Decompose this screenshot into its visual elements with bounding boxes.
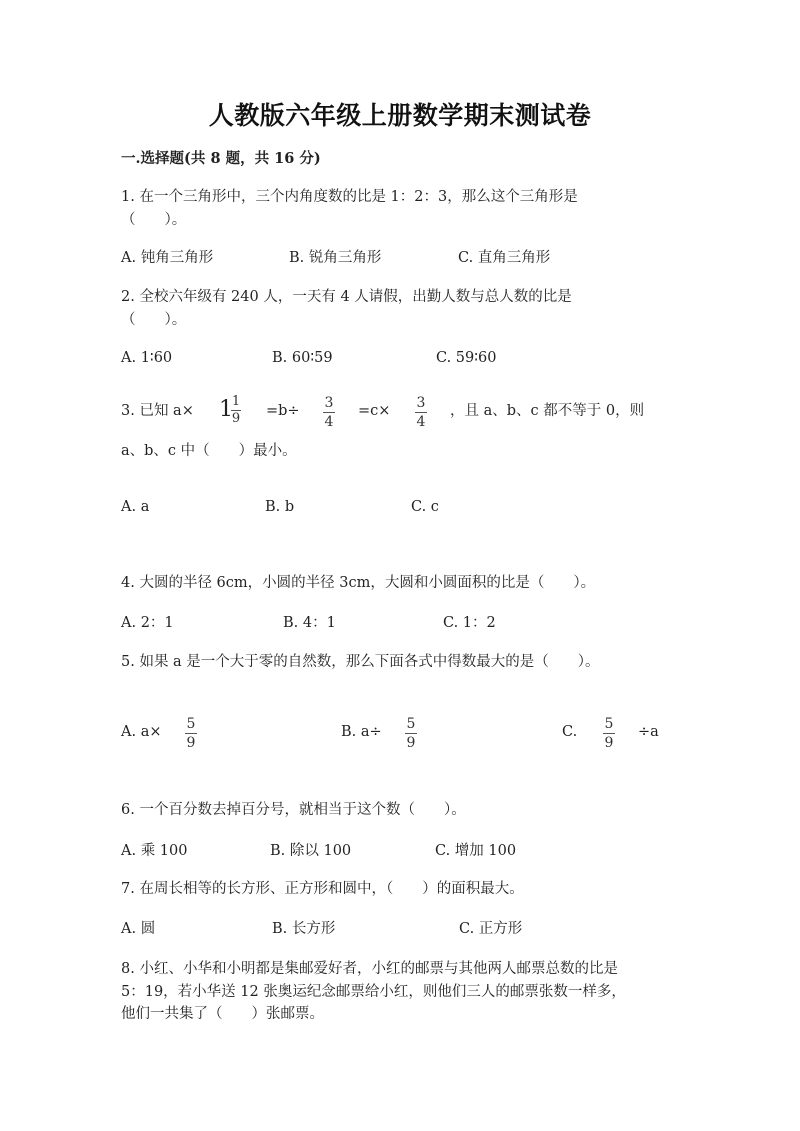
question-5-option-a-fraction: [185, 716, 197, 751]
question-5-text: 5. 如果 a 是一个大于零的自然数，那么下面各式中得数最大的是（ ）。: [121, 654, 600, 670]
fraction-denominator: 9: [406, 735, 416, 751]
fraction-bar: [415, 412, 427, 413]
fraction-numerator: 5: [186, 716, 196, 732]
question-8-text-line3: 他们一共集了（ ）张邮票。: [121, 1006, 324, 1022]
question-5-option-b: B. a÷: [341, 724, 382, 740]
question-4-option-b: B. 4：1: [283, 615, 336, 631]
question-5-option-c: C.: [562, 724, 578, 740]
question-6-option-a: A. 乘 100: [121, 843, 188, 859]
question-3-option-c: C. c: [411, 499, 439, 515]
fraction-denominator: 9: [604, 735, 614, 751]
fraction-denominator: 4: [416, 414, 426, 430]
question-7-option-c: C. 正方形: [459, 921, 523, 937]
question-1-text: 1. 在一个三角形中，三个内角度数的比是 1：2：3，那么这个三角形是: [121, 189, 578, 205]
question-7-option-a: A. 圆: [121, 921, 156, 937]
question-5-option-a: A. a×: [121, 724, 162, 740]
fraction-bar: [323, 412, 335, 413]
question-5-option-c-tail: ÷a: [638, 724, 659, 740]
question-2-option-a: A. 1∶60: [121, 350, 173, 366]
question-1-option-c: C. 直角三角形: [458, 250, 551, 266]
question-3-fraction-3: [415, 395, 427, 430]
fraction-denominator: 4: [324, 414, 334, 430]
question-4-option-c: C. 1：2: [443, 615, 496, 631]
section-heading: 一.选择题(共 8 题，共 16 分): [121, 150, 321, 167]
question-5-option-c-fraction: [603, 716, 615, 751]
question-1-blank: （ ）。: [121, 212, 187, 228]
question-3-option-b: B. b: [265, 499, 295, 515]
question-2-blank: （ ）。: [121, 312, 187, 328]
question-6-option-c: C. 增加 100: [435, 843, 517, 859]
fraction-bar: [603, 733, 615, 734]
question-8-text-line1: 8. 小红、小华和小明都是集邮爱好者，小红的邮票与其他两人邮票总数的比是: [121, 961, 618, 977]
question-6-option-b: B. 除以 100: [270, 843, 352, 859]
question-7-text: 7. 在周长相等的长方形、正方形和圆中，（ ）的面积最大。: [121, 881, 524, 897]
fraction-numerator: 5: [406, 716, 416, 732]
question-7-option-b: B. 长方形: [272, 921, 336, 937]
page-title: 人教版六年级上册数学期末测试卷: [208, 101, 592, 130]
question-8-text-line2: 5：19，若小华送 12 张奥运纪念邮票给小红，则他们三人的邮票张数一样多，: [121, 984, 626, 1000]
question-6-text: 6. 一个百分数去掉百分号，就相当于这个数（ ）。: [121, 802, 466, 818]
question-1-option-a: A. 钝角三角形: [121, 250, 214, 266]
question-2-text: 2. 全校六年级有 240 人，一天有 4 人请假，出勤人数与总人数的比是: [121, 289, 572, 305]
fraction-numerator: 1: [231, 394, 241, 409]
question-3-text-line2: a、b、c 中（ ）最小。: [121, 443, 297, 459]
fraction-denominator: 9: [231, 411, 241, 426]
fraction-numerator: 5: [604, 716, 614, 732]
question-4-text: 4. 大圆的半径 6cm，小圆的半径 3cm，大圆和小圆面积的比是（ ）。: [121, 575, 596, 591]
fraction-denominator: 9: [186, 735, 196, 751]
fraction-numerator: 3: [324, 395, 334, 411]
question-1-option-b: B. 锐角三角形: [289, 250, 382, 266]
fraction-bar: [185, 733, 197, 734]
question-5-option-b-fraction: [405, 716, 417, 751]
question-3-fraction-2: [323, 395, 335, 430]
question-3-text-part4: ，且 a、b、c 都不等于 0，则: [450, 403, 645, 419]
question-3-fraction-1: [231, 395, 241, 426]
question-2-option-b: B. 60∶59: [272, 350, 333, 366]
question-3-text-part2: =b÷: [266, 403, 300, 419]
question-3-text-part3: =c×: [358, 403, 391, 419]
fraction-numerator: 3: [416, 395, 426, 411]
question-3-option-a: A. a: [121, 499, 150, 515]
question-3-mixed-whole: 1: [219, 397, 233, 422]
question-2-option-c: C. 59∶60: [436, 350, 497, 366]
fraction-bar: [405, 733, 417, 734]
question-4-option-a: A. 2：1: [121, 615, 174, 631]
question-3-text-part1: 3. 已知 a×: [121, 403, 194, 419]
